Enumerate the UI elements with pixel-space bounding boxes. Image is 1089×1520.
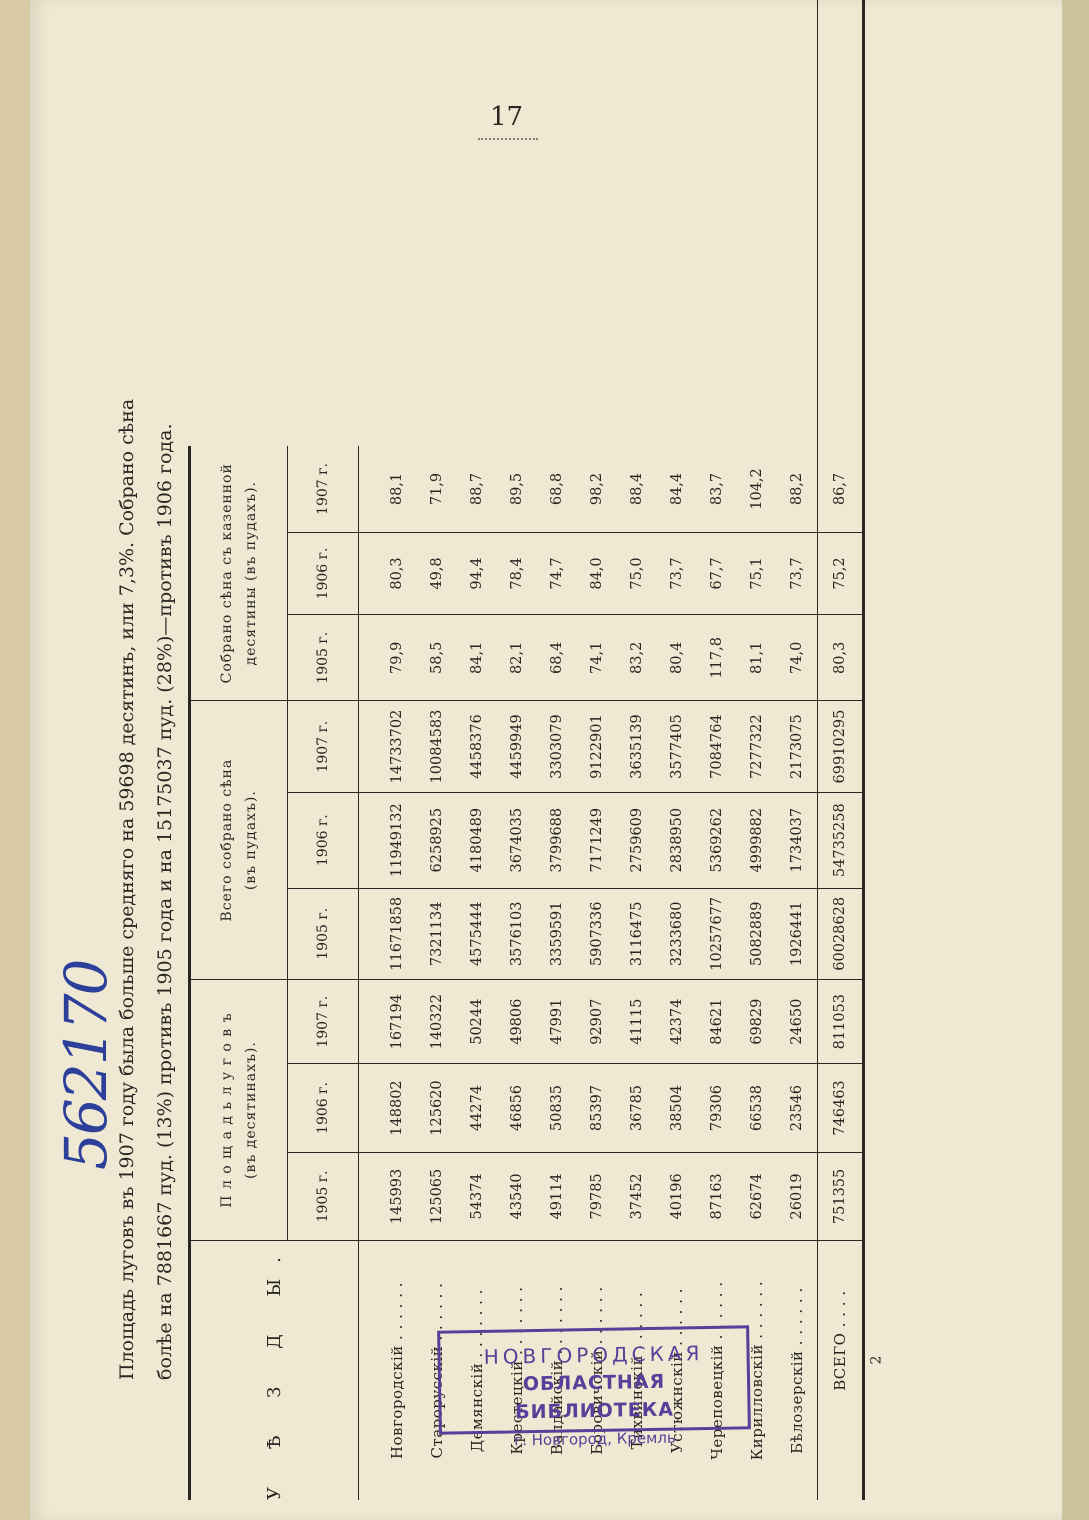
library-stamp xyxy=(437,1325,751,1450)
table-cell: 6258925 xyxy=(417,792,457,888)
table-cell: 145993 xyxy=(377,1152,417,1240)
group-header-hay-per-desyatina xyxy=(190,446,288,701)
page-edge-right xyxy=(1062,0,1089,1520)
table-cell: 49,8 xyxy=(417,532,457,615)
total-cell: 86,7 xyxy=(818,446,864,532)
total-cell: 751355 xyxy=(818,1152,864,1240)
table-cell: 3635139 xyxy=(617,701,657,793)
group-header-line: (въ десятинахъ). xyxy=(243,1041,259,1179)
table-cell: 23546 xyxy=(777,1064,818,1152)
table-cell: 68,4 xyxy=(537,615,577,701)
table-cell: 1926441 xyxy=(777,888,818,980)
table-cell: 4999882 xyxy=(737,792,777,888)
table-cell: 2759609 xyxy=(617,792,657,888)
table-cell: 94,4 xyxy=(457,532,497,615)
intro-line-1: Площадь луговъ въ 1907 году была больше средняго на 59698 десятинъ, или 7,3%. Собрано сѣна xyxy=(116,398,138,1380)
table-row xyxy=(577,0,617,1500)
table-cell: 78,4 xyxy=(497,532,537,615)
blank xyxy=(457,0,497,446)
spacer xyxy=(359,1241,378,1500)
table-cell: 92907 xyxy=(577,980,617,1064)
blank xyxy=(417,0,457,446)
table-cell: 88,1 xyxy=(377,446,417,532)
table-cell: 84621 xyxy=(697,980,737,1064)
total-cell: 746463 xyxy=(818,1064,864,1152)
spacer xyxy=(359,980,378,1064)
table-cell: 74,1 xyxy=(577,615,617,701)
table-cell: 80,4 xyxy=(657,615,697,701)
district-name: Тихвинскій . . . . . . xyxy=(628,1291,646,1450)
table-cell: 43540 xyxy=(497,1152,537,1240)
table-cell: 85397 xyxy=(577,1064,617,1152)
table-row xyxy=(457,0,497,1500)
year-header: 1907 г. xyxy=(288,701,359,793)
table-cell: 89,5 xyxy=(497,446,537,532)
table-row xyxy=(417,0,457,1500)
district-name: Череповецкій . . . . . . xyxy=(708,1281,726,1460)
blank xyxy=(497,0,537,446)
total-cell: 80,3 xyxy=(818,615,864,701)
total-cell: 54735258 xyxy=(818,792,864,888)
table-row xyxy=(697,0,737,1500)
table-cell: 26019 xyxy=(777,1152,818,1240)
intro-text xyxy=(108,40,184,1380)
table-cell: 44274 xyxy=(457,1064,497,1152)
table-cell: 83,7 xyxy=(697,446,737,532)
blank xyxy=(577,0,617,446)
district-header-cell xyxy=(190,1241,359,1500)
year-header: 1907 г. xyxy=(288,446,359,532)
table-cell: 42374 xyxy=(657,980,697,1064)
group-header-line: Всего собрано сѣна xyxy=(219,758,235,922)
table-row xyxy=(377,0,417,1500)
group-header-meadow-area xyxy=(190,980,288,1241)
district-name: Устюжнскій . . . . . . xyxy=(668,1287,686,1454)
table-cell: 79306 xyxy=(697,1064,737,1152)
group-header-line: П л о щ а д ь л у г о в ъ xyxy=(219,1012,235,1208)
table-cell: 58,5 xyxy=(417,615,457,701)
table-cell: 87163 xyxy=(697,1152,737,1240)
district-name: Бѣлозерскій . . . . . . xyxy=(788,1287,806,1454)
table-cell: 24650 xyxy=(777,980,818,1064)
table-cell: 3674035 xyxy=(497,792,537,888)
total-cell: 60028628 xyxy=(818,888,864,980)
table-cell: 80,3 xyxy=(377,532,417,615)
table-row xyxy=(777,0,818,1500)
blank xyxy=(377,0,417,446)
year-header: 1905 г. xyxy=(288,888,359,980)
group-header-total-hay xyxy=(190,701,288,980)
total-cell: 69910295 xyxy=(818,701,864,793)
table-cell: 4459949 xyxy=(497,701,537,793)
spacer xyxy=(359,701,378,793)
table-cell: 50244 xyxy=(457,980,497,1064)
table-cell: 47991 xyxy=(537,980,577,1064)
table-cell: 36785 xyxy=(617,1064,657,1152)
table-cell: 73,7 xyxy=(777,532,818,615)
table-cell: 40196 xyxy=(657,1152,697,1240)
district-header: У Ѣ З Д Ы. xyxy=(264,1241,285,1500)
table-cell: 75,1 xyxy=(737,532,777,615)
table-cell: 4458376 xyxy=(457,701,497,793)
table-cell: 3359591 xyxy=(537,888,577,980)
table-cell: 7084764 xyxy=(697,701,737,793)
stamp-line-1: НОВГОРОДСКАЯ xyxy=(483,1341,704,1369)
table-cell: 1734037 xyxy=(777,792,818,888)
table-cell: 38504 xyxy=(657,1064,697,1152)
table-cell: 84,1 xyxy=(457,615,497,701)
spacer xyxy=(359,532,378,615)
table-cell: 81,1 xyxy=(737,615,777,701)
blank xyxy=(737,0,777,446)
year-header: 1907 г. xyxy=(288,980,359,1064)
table-cell: 117,8 xyxy=(697,615,737,701)
table-cell: 5082889 xyxy=(737,888,777,980)
table-cell: 10257677 xyxy=(697,888,737,980)
table-cell: 5907336 xyxy=(577,888,617,980)
table-cell: 3577405 xyxy=(657,701,697,793)
table-cell: 11949132 xyxy=(377,792,417,888)
blank xyxy=(190,0,288,446)
table-cell: 148802 xyxy=(377,1064,417,1152)
intro-line-2: болѣе на 7881667 пуд. (13%) противъ 1905 года и на 15175037 пуд. (28%)—противъ 1906 года. xyxy=(154,423,176,1380)
table-row xyxy=(657,0,697,1500)
table-cell: 49114 xyxy=(537,1152,577,1240)
blank xyxy=(288,0,359,446)
spacer xyxy=(359,792,378,888)
table-cell: 3576103 xyxy=(497,888,537,980)
district-name: Демянскій . . . . . . . xyxy=(468,1289,486,1453)
stamp-line-3: г. Новгород, Кремль xyxy=(514,1428,676,1450)
table-cell: 167194 xyxy=(377,980,417,1064)
table-cell: 88,7 xyxy=(457,446,497,532)
table-cell: 74,7 xyxy=(537,532,577,615)
spacer xyxy=(359,0,378,446)
total-label: ВСЕГО . . . . xyxy=(818,1241,864,1500)
table-cell: 69829 xyxy=(737,980,777,1064)
table-cell: 7277322 xyxy=(737,701,777,793)
group-header-line: Собрано сѣна съ казенной xyxy=(219,463,235,684)
spacer xyxy=(359,615,378,701)
table-cell: 37452 xyxy=(617,1152,657,1240)
table-row xyxy=(497,0,537,1500)
table-body xyxy=(377,0,818,1500)
group-header-line: (въ пудахъ). xyxy=(243,790,259,891)
stamp-line-2: ОБЛАСТНАЯ БИБЛИОТЕКА xyxy=(514,1370,675,1424)
table-cell: 66538 xyxy=(737,1064,777,1152)
district-name: Валдайскій . . . . . . . xyxy=(548,1286,566,1456)
year-header: 1906 г. xyxy=(288,792,359,888)
table-cell: 10084583 xyxy=(417,701,457,793)
table-cell: 46856 xyxy=(497,1064,537,1152)
rotated-content xyxy=(108,0,928,1500)
total-cell: 75,2 xyxy=(818,532,864,615)
table-cell: 5369262 xyxy=(697,792,737,888)
table-cell: 73,7 xyxy=(657,532,697,615)
table-cell: 75,0 xyxy=(617,532,657,615)
table-cell: 98,2 xyxy=(577,446,617,532)
table-cell: 9122901 xyxy=(577,701,617,793)
table-cell: 140322 xyxy=(417,980,457,1064)
district-name: Новгородскій . . . . . . xyxy=(388,1282,406,1460)
table-cell: 88,4 xyxy=(617,446,657,532)
table-cell: 2173075 xyxy=(777,701,818,793)
table-cell: 11671858 xyxy=(377,888,417,980)
table-cell: 88,2 xyxy=(777,446,818,532)
blank xyxy=(818,0,864,446)
table-cell: 67,7 xyxy=(697,532,737,615)
blank xyxy=(697,0,737,446)
table-cell: 74,0 xyxy=(777,615,818,701)
district-name: Крестецкій . . . . . . . xyxy=(508,1286,526,1455)
table-cell: 104,2 xyxy=(737,446,777,532)
table-cell: 84,4 xyxy=(657,446,697,532)
table-cell: 79,9 xyxy=(377,615,417,701)
table-row xyxy=(617,0,657,1500)
table-cell: 125620 xyxy=(417,1064,457,1152)
year-header: 1905 г. xyxy=(288,615,359,701)
year-header: 1906 г. xyxy=(288,1064,359,1152)
total-cell: 811053 xyxy=(818,980,864,1064)
total-row xyxy=(818,0,864,1500)
table-cell: 62674 xyxy=(737,1152,777,1240)
table-cell: 3303079 xyxy=(537,701,577,793)
table-cell: 54374 xyxy=(457,1152,497,1240)
spacer xyxy=(359,1064,378,1152)
table-cell: 2838950 xyxy=(657,792,697,888)
table-cell: 50835 xyxy=(537,1064,577,1152)
table-cell: 3799688 xyxy=(537,792,577,888)
table-cell: 3233680 xyxy=(657,888,697,980)
table-cell: 14733702 xyxy=(377,701,417,793)
district-name: Старорусскій . . . . . . xyxy=(428,1282,446,1459)
table-row xyxy=(537,0,577,1500)
blank xyxy=(777,0,818,446)
blank xyxy=(657,0,697,446)
page-number: 17 xyxy=(490,102,524,132)
group-header-line: десятины (въ пудахъ). xyxy=(243,481,259,666)
table-cell: 3116475 xyxy=(617,888,657,980)
handwritten-catalog-number: 562170 xyxy=(52,960,120,1170)
year-header: 1906 г. xyxy=(288,532,359,615)
spacer xyxy=(359,888,378,980)
table-cell: 68,8 xyxy=(537,446,577,532)
table-cell: 84,0 xyxy=(577,532,617,615)
table-cell: 71,9 xyxy=(417,446,457,532)
table-cell: 7321134 xyxy=(417,888,457,980)
blank xyxy=(617,0,657,446)
signature-mark: 2 xyxy=(868,1355,885,1365)
spacer xyxy=(359,446,378,532)
table-cell: 4575444 xyxy=(457,888,497,980)
table-cell: 7171249 xyxy=(577,792,617,888)
district-name: Кирилловскій . . . . . . xyxy=(748,1280,766,1461)
table-cell: 4180489 xyxy=(457,792,497,888)
table-cell: 49806 xyxy=(497,980,537,1064)
spacer xyxy=(359,1152,378,1240)
district-name: Боровичскій . . . . . . xyxy=(588,1286,606,1455)
table-cell: 41115 xyxy=(617,980,657,1064)
table-cell: 125065 xyxy=(417,1152,457,1240)
hay-statistics-table xyxy=(188,0,865,1500)
blank xyxy=(537,0,577,446)
table-row xyxy=(737,0,777,1500)
table-cell: 82,1 xyxy=(497,615,537,701)
table-cell: 79785 xyxy=(577,1152,617,1240)
table-cell: 83,2 xyxy=(617,615,657,701)
previous-page-edge xyxy=(0,0,32,1520)
year-header: 1905 г. xyxy=(288,1152,359,1240)
